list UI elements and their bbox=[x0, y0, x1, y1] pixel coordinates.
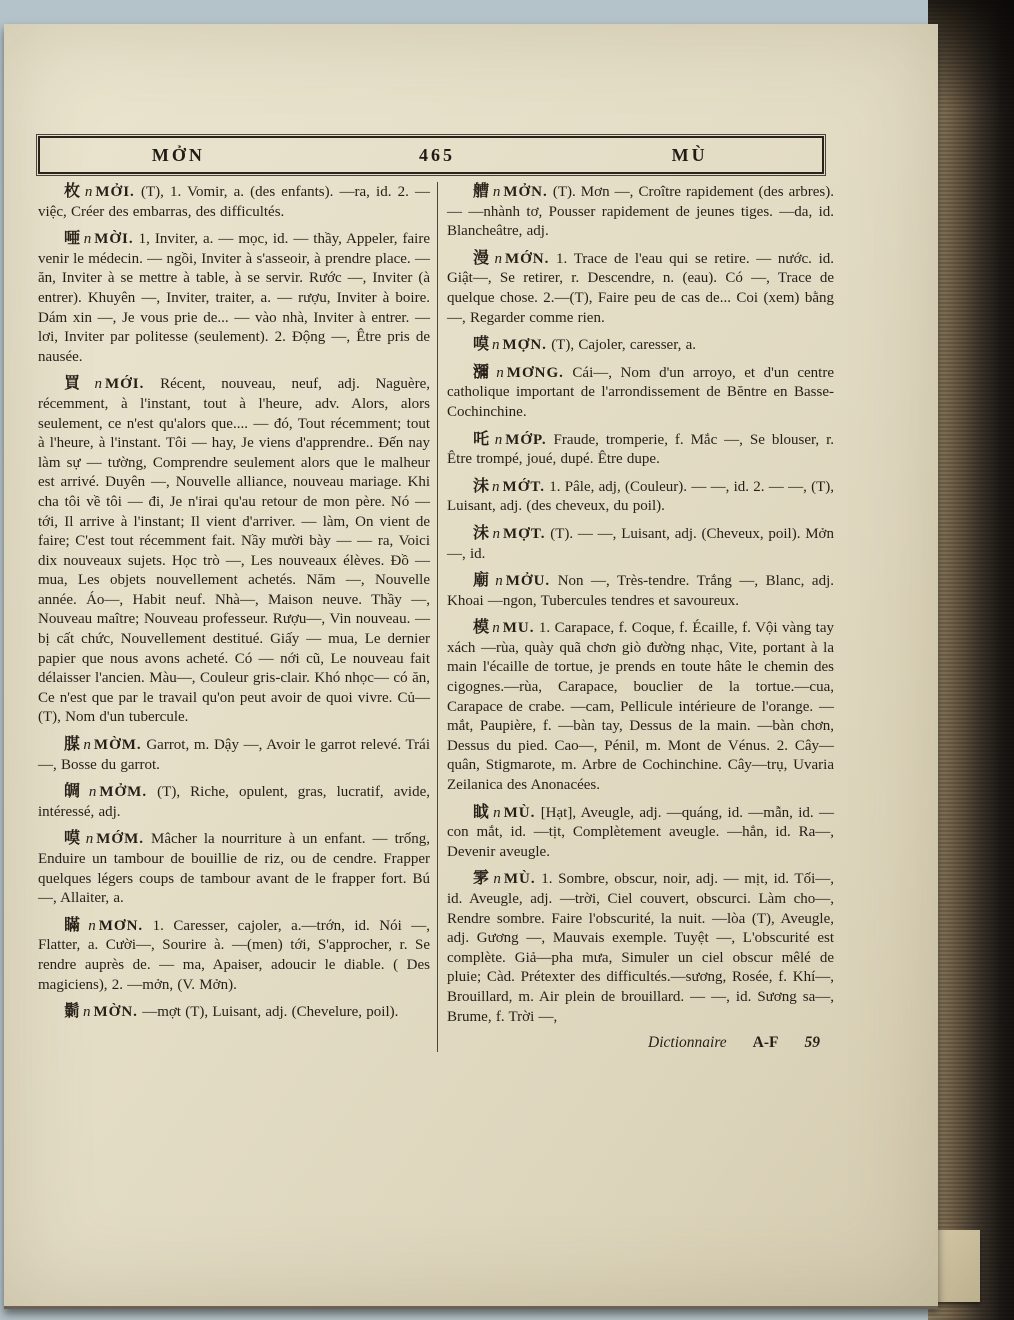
dictionary-entry bbox=[447, 477, 834, 517]
entry-character: 艚 bbox=[473, 183, 490, 200]
entry-headword: MỜM. bbox=[93, 737, 142, 754]
dictionary-entry bbox=[38, 374, 430, 728]
entry-headword: MƠNG. bbox=[506, 364, 564, 381]
page-number: 465 bbox=[419, 144, 455, 165]
entry-pos-marker: n bbox=[83, 231, 92, 248]
entry-pos-marker: n bbox=[88, 917, 96, 934]
entry-pos-marker: n bbox=[492, 620, 500, 637]
entry-pos-marker: n bbox=[492, 478, 500, 495]
entry-character: 模 bbox=[473, 619, 490, 637]
dictionary-entry bbox=[447, 249, 834, 328]
entry-headword: MỚN. bbox=[504, 250, 550, 267]
dictionary-entry bbox=[38, 829, 430, 908]
dictionary-entry bbox=[447, 335, 834, 356]
entry-headword: MỢT. bbox=[503, 525, 546, 542]
entry-pos-marker: n bbox=[85, 831, 94, 848]
entry-body: (T), Riche, opulent, gras, lucratif, avide, intéressé, adj. bbox=[38, 784, 430, 820]
dictionary-entry bbox=[447, 571, 834, 611]
dictionary-entry bbox=[38, 735, 430, 775]
entry-character: 買 bbox=[64, 375, 92, 393]
entry-pos-marker: n bbox=[493, 871, 501, 888]
entry-body: 1, Inviter, a. — mọc, id. — thầy, Appeler, faire venir le médecin. — ngồi, Inviter à s'asseoir, à prendre place. — ăn, Inviter à se mettre à table, à se servir. Rước —, Inviter (à entrer). Khuyên —, Inviter, traiter, a. — rượu, Inviter à boire. Dám xin —, Je vous prie de... — vào nhà, Inviter à entrer. — lơi, Inviter par politesse (seulement). 2. Động —, Être pris de nausée. bbox=[38, 231, 430, 365]
dictionary-entry bbox=[447, 430, 834, 470]
entry-pos-marker: n bbox=[492, 184, 501, 200]
entry-headword: MƠN. bbox=[98, 917, 144, 934]
dictionary-entry bbox=[447, 182, 834, 242]
entry-pos-marker: n bbox=[88, 784, 97, 801]
entry-headword: MỢN. bbox=[502, 337, 547, 354]
entry-body: Garrot, m. Dậy —, Avoir le garrot relevé. Trái —, Bosse du garrot. bbox=[38, 737, 430, 773]
dictionary-entry bbox=[447, 363, 834, 423]
entry-body: Non —, Très-tendre. Trắng —, Blanc, adj. Khoai —ngon, Tubercules tendres et savoureux. bbox=[447, 573, 834, 609]
entry-headword: MỞU. bbox=[505, 573, 551, 590]
two-column-text bbox=[38, 182, 834, 1052]
dictionary-entry bbox=[447, 618, 834, 795]
entry-body: 1. Trace de l'eau qui se retire. — nước. id. Giật—, Se retirer, r. Descendre, n. (eau). Có —, Trace de quelque chose. 2.—(T), Faire peu de cas de... Coi (xem) bằng —, Regarder comme rien. bbox=[447, 250, 834, 326]
entry-pos-marker: n bbox=[494, 250, 502, 267]
entry-headword: MÙ. bbox=[503, 804, 536, 821]
entry-body: 1. Sombre, obscur, noir, adj. — mịt, id. Tối—, id. Aveugle, adj. —trời, Ciel couvert, obscurci. Làm cho—, Rendre sombre. Faire l'obscurité, la nuit. —lòa (T), Aveugle, adj. Gương —, Mauvais exemple. Tuyệt —, L'obscurité est complète. Giả—pha mưa, Simuler un ciel obscur mêlé de pluie; Càd. Prétexter des difficultés.—sương, Rosée, f. Khí—, Brouillard, m. Air plein de brouillard. — —, id. Sương sa—, Brume, f. Trời —, bbox=[447, 871, 834, 1025]
entry-body: Cái—, Nom d'un arroyo, et d'un centre catholique important de l'arrondissement de Bĕntre en Basse-Cochinchine. bbox=[447, 364, 834, 420]
entry-headword: MỞM. bbox=[99, 784, 148, 801]
footer-volume: A-F bbox=[752, 1034, 779, 1052]
entry-body: (T), 1. Vomir, a. (des enfants). —ra, id. 2. — việc, Créer des embarras, des difficultés. bbox=[38, 184, 430, 220]
entry-character: 瀰 bbox=[473, 363, 494, 381]
entry-headword: MÙ. bbox=[503, 871, 536, 888]
entry-character: 吒 bbox=[473, 430, 492, 448]
entry-pos-marker: n bbox=[494, 431, 503, 448]
entry-character: 嗼 bbox=[473, 336, 490, 354]
entry-headword: MỚM. bbox=[96, 831, 144, 848]
entry-character: 唖 bbox=[64, 230, 81, 248]
entry-headword: MU. bbox=[502, 620, 535, 637]
dictionary-page bbox=[4, 24, 938, 1309]
entry-headword: MỜN. bbox=[93, 1004, 138, 1021]
dictionary-entry bbox=[38, 782, 430, 822]
entry-pos-marker: n bbox=[84, 184, 93, 200]
entry-character: 腜 bbox=[64, 736, 81, 754]
entry-body: 1. Carapace, f. Coque, f. Écaille, f. Vội vàng tay xách —rùa, quày quã chơn giò đường nhạc, Vite, portant à la main l'écaille de tortue, je prends en toute hâte le chemin des cigognes.—rùa, Carapace, bouclier de la tortue.—cua, Carapace de crabe. —cam, Pellicule intérieure de l'orange. —mắt, Paupière, f. —bàn tay, Dessus de la main. —bàn chơn, Dessus du pied. Cao—, Pénil, m. Mont de Vénus. 2. Cây— quân, Stigmarote, m. Arbre de Cochinchine. Cây—trụ, Uvaria Zeilanica des Anonacées. bbox=[447, 620, 834, 794]
entry-character: 沬 bbox=[473, 477, 490, 495]
entry-body: [Hạt], Aveugle, adj. —quáng, id. —mẫn, id. —con mắt, id. —tịt, Complètement aveugle. —hẳn, id. Ra—, Devenir aveugle. bbox=[447, 804, 834, 860]
entry-character: 廟 bbox=[473, 572, 493, 590]
entry-body: (T). Mơn —, Croître rapidement (des arbres). — —nhành tơ, Pousser rapidement de jeunes tiges. —da, id. Blancheâtre, adj. bbox=[447, 184, 834, 240]
entry-character: 雺 bbox=[473, 870, 491, 888]
entry-character: 眓 bbox=[473, 803, 491, 821]
book-fore-edge bbox=[928, 0, 1014, 1320]
entry-body: Récent, nouveau, neuf, adj. Naguère, récemment, à l'instant, tout à l'heure, adv. Alors, alors seulement, ce n'est qu'alors que.... — đó, Tout récemment; tout à l'heure, à l'instant. Tôi — hay, Je viens d'apprendre.. Đến nay làm sự — tường, Comprendre seulement alors que le malheur est arrivé. Duyên —, Nouvelle alliance, nouveau mariage. Khi cha tôi về tôi — đi, Je n'irai qu'au retour de mon père. Nó — tới, Il arrive à l'instant; Il vient d'arriver. — làm, On vient de faire; C'est tout récemment fait. Nầy mười bày — — ra, Voici dix nouveaux sujets. Học trò —, Les nouveaux élèves. Đồ — mua, Les objets nouvellement achetés. Năm —, Nouvelle année. Áo—, Habit neuf. Nhà—, Maison neuve. Thầy —, Nouveau maître; Nouveau professeur. Rượu—, Vin nouveau. — bị cất chức, Nouvellement destitué. Giấy — mua, Le dernier papier que nous avons acheté. Có — nới cũ, Le nouveau fait délaisser l'ancien. Màu—, Couleur gris-clair. Khó nhọc— có ăn, Ce n'est que par le travail qu'on peut avoir de quoi vivre. Củ— (T), Nom d'un tubercule. bbox=[38, 376, 430, 726]
dictionary-entry bbox=[38, 229, 430, 367]
entry-character: 漫 bbox=[473, 249, 492, 267]
entry-character: 瞞 bbox=[64, 916, 86, 934]
right-column bbox=[437, 182, 834, 1052]
entry-pos-marker: n bbox=[83, 737, 91, 754]
entry-headword: MỚT. bbox=[502, 478, 545, 495]
entry-character: 枚 bbox=[64, 183, 82, 200]
entry-pos-marker: n bbox=[94, 376, 102, 393]
dictionary-entry bbox=[447, 524, 834, 564]
entry-body: (T). — —, Luisant, adj. (Cheveux, poil). Mởn—, id. bbox=[447, 525, 834, 562]
footer-sheet-number: 59 bbox=[804, 1034, 820, 1052]
entry-body: 1. Caresser, cajoler, a.—trớn, id. Nói —, Flatter, a. Cười—, Sourire à. —(men) tới, S'approcher, r. Se rendre auprès de. — ma, Apaiser, adoucir le diable. ( Des magiciens), 2. —mởn, (V. Mởn). bbox=[38, 917, 431, 993]
page-footer bbox=[447, 1034, 834, 1052]
entry-headword: MỞN. bbox=[503, 184, 548, 200]
entry-pos-marker: n bbox=[492, 337, 500, 354]
entry-headword: MỚP. bbox=[505, 431, 547, 448]
entry-character: 沬 bbox=[473, 524, 490, 542]
entry-pos-marker: n bbox=[493, 804, 501, 821]
entry-headword: MỞI. bbox=[95, 184, 135, 200]
entry-character: 嗼 bbox=[64, 830, 83, 848]
guide-word-right: MÙ bbox=[671, 144, 708, 165]
left-column bbox=[38, 182, 437, 1052]
dictionary-entry bbox=[447, 803, 834, 863]
entry-body: Fraude, tromperie, f. Mắc —, Se blouser, r. Être trompé, joué, dupé. Être dupe. bbox=[447, 431, 834, 468]
dictionary-entry bbox=[38, 916, 430, 995]
dictionary-entry bbox=[38, 1002, 430, 1023]
entry-headword: MỜI. bbox=[94, 231, 134, 248]
entry-body: —mợt (T), Luisant, adj. (Chevelure, poil). bbox=[142, 1004, 399, 1021]
entry-pos-marker: n bbox=[495, 573, 503, 590]
footer-title: Dictionnaire bbox=[648, 1034, 727, 1052]
entry-pos-marker: n bbox=[492, 525, 501, 542]
dictionary-entry bbox=[447, 869, 834, 1027]
entry-body: Mâcher la nourriture à un enfant. — trống, Enduire un tambour de bouillie de riz, ou de cendre. Frapper quelques légers coups de tambour avant de le frapper fort. Bú—, Allaiter, a. bbox=[38, 831, 430, 907]
guide-word-left: MỞN bbox=[151, 144, 205, 165]
entry-headword: MỚI. bbox=[104, 376, 145, 393]
entry-body: 1. Pâle, adj, (Couleur). — —, id. 2. — —, (T), Luisant, adj. (des cheveux, du poil). bbox=[447, 478, 834, 515]
entry-body: (T), Cajoler, caresser, a. bbox=[551, 337, 696, 354]
dictionary-entry bbox=[38, 182, 430, 222]
running-header bbox=[38, 136, 824, 174]
entry-pos-marker: n bbox=[496, 364, 504, 381]
entry-pos-marker: n bbox=[83, 1004, 91, 1021]
entry-character: 皗 bbox=[64, 783, 86, 801]
entry-character: 鬎 bbox=[64, 1003, 81, 1021]
